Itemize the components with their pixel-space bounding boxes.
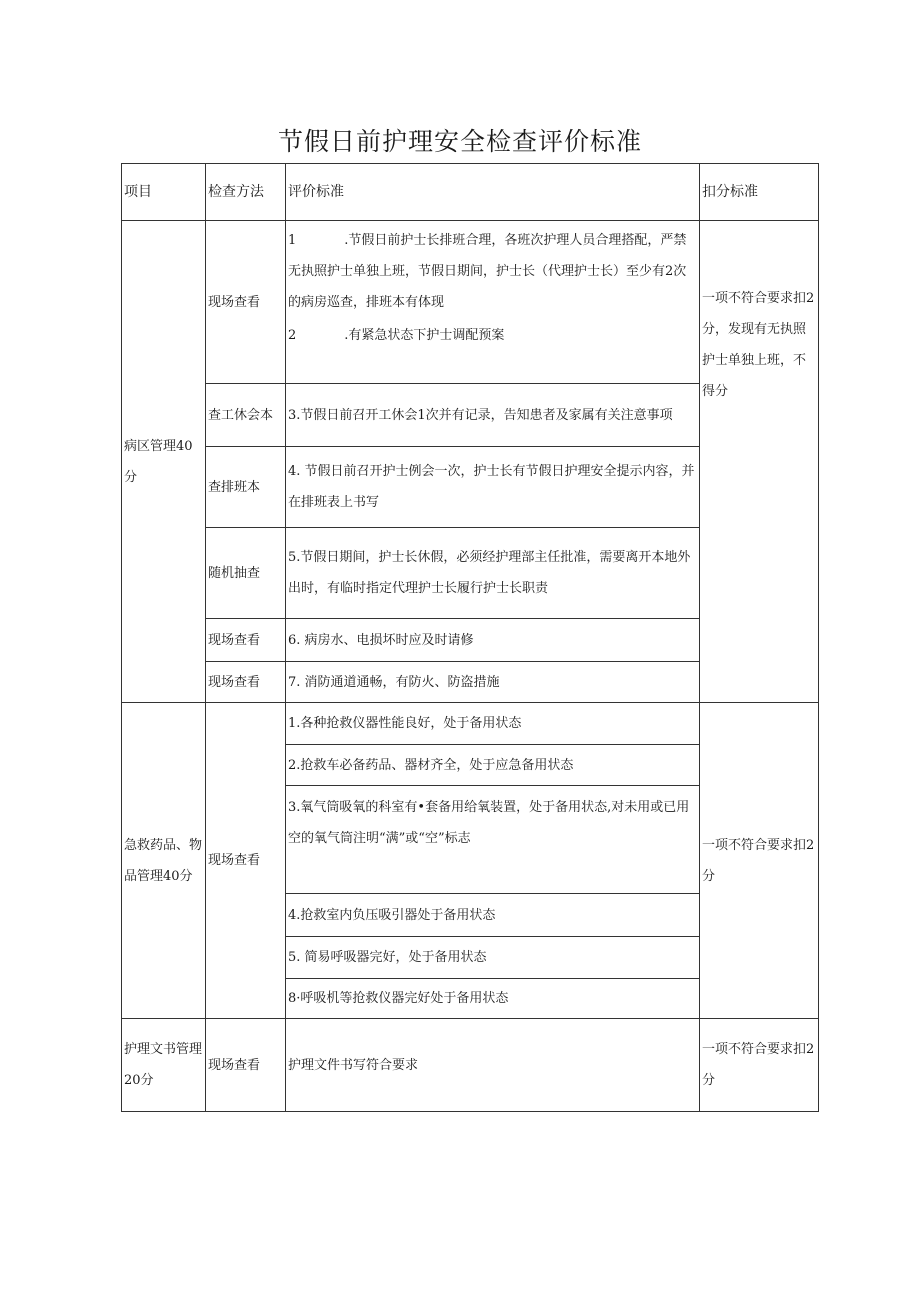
section1-deduction: 一项不符合要求扣2分，发现有无执照护士单独上班，不得分 (700, 221, 819, 703)
page-title: 节假日前护理安全检查评价标准 (277, 127, 642, 156)
section1-method: 现场查看 (206, 662, 286, 703)
section1-method: 查工休会本 (206, 384, 286, 447)
section1-method: 查排班本 (206, 447, 286, 528)
evaluation-table (121, 163, 819, 1112)
section3-deduction: 一项不符合要求扣2分 (700, 1019, 819, 1112)
header-criteria: 评价标准 (286, 164, 700, 221)
header-item: 项目 (122, 164, 206, 221)
header-deduction: 扣分标准 (700, 164, 819, 221)
section2-method: 现场查看 (206, 703, 286, 1019)
section2-criteria: 5. 简易呼吸器完好，处于备用状态 (286, 937, 700, 979)
section2-deduction: 一项不符合要求扣2分 (700, 703, 819, 1019)
section1-criteria: 6. 病房水、电损坏时应及时请修 (286, 619, 700, 662)
section1-criteria: 4. 节假日前召开护士例会一次，护士长有节假日护理安全提示内容，并在排班表上书写 (286, 447, 700, 528)
criteria-line (288, 320, 699, 351)
line-text: .节假日前护士长排班合理，各班次护理人员合理搭配，严禁无执照护士单独上班，节假日期间，护士长（代理护士长）至少有2次的病房巡查，排班本有体现 (288, 233, 687, 310)
section1-criteria: 7. 消防通道通畅，有防火、防盗措施 (286, 662, 700, 703)
section1-criteria (286, 221, 700, 384)
section1-method: 现场查看 (206, 221, 286, 384)
header-row (122, 164, 819, 221)
section2-criteria: 3.氧气筒吸氧的科室有•套备用给氧装置，处于备用状态,对未用或已用空的氧气筒注明“满”或“空”标志 (286, 786, 700, 894)
table-row (122, 703, 819, 745)
section1-method: 现场查看 (206, 619, 286, 662)
line-number: 2 (288, 328, 297, 343)
section1-criteria: 3.节假日前召开工休会1次并有记录，告知患者及家属有关注意事项 (286, 384, 700, 447)
line-text: .有紧急状态下护士调配预案 (344, 328, 505, 343)
section2-criteria: 4.抢救室内负压吸引器处于备用状态 (286, 894, 700, 937)
line-number: 1 (288, 233, 297, 248)
criteria-line (288, 225, 699, 318)
section3-criteria: 护理文件书写符合要求 (286, 1019, 700, 1112)
section2-criteria: 2.抢救车必备药品、器材齐全，处于应急备用状态 (286, 745, 700, 786)
section2-criteria: 8·呼吸机等抢救仪器完好处于备用状态 (286, 979, 700, 1019)
section3-method: 现场查看 (206, 1019, 286, 1112)
section1-item: 病区管理40分 (122, 221, 206, 703)
table-row (122, 1019, 819, 1112)
section2-criteria: 1.各种抢救仪器性能良好，处于备用状态 (286, 703, 700, 745)
section3-item: 护理文书管理20分 (122, 1019, 206, 1112)
section2-item: 急救药品、物品管理40分 (122, 703, 206, 1019)
header-method: 检查方法 (206, 164, 286, 221)
table-row (122, 221, 819, 384)
section1-criteria: 5.节假日期间，护士长休假，必须经护理部主任批准，需要离开本地外出时，有临时指定代理护士长履行护士长职责 (286, 528, 700, 619)
section1-method: 随机抽查 (206, 528, 286, 619)
